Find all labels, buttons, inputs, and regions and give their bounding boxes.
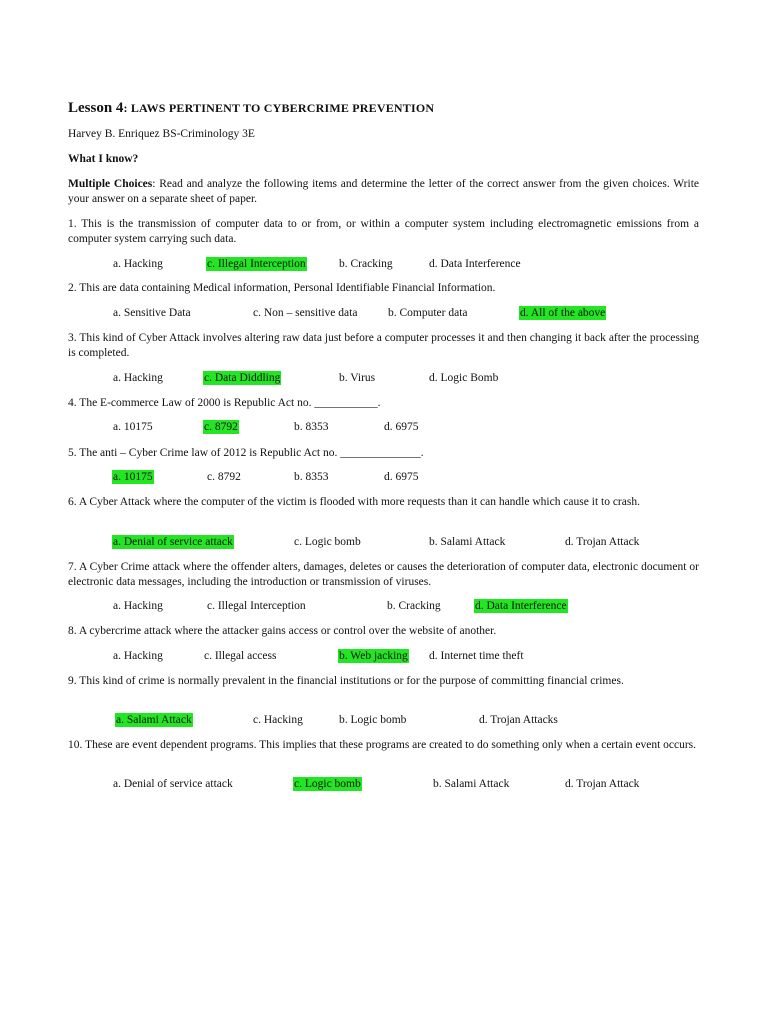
q10-option-c-answer: c. Logic bomb bbox=[294, 778, 361, 790]
q2-option-c: c. Non – sensitive data bbox=[253, 307, 358, 319]
question-7: 7. A Cyber Crime attack where the offender alters, damages, deletes or causes the deterioration of computer data, electronic document or electronic data messages, including the introduction or transmission of viruses. bbox=[68, 561, 699, 588]
q6-option-a-answer: a. Denial of service attack bbox=[113, 536, 233, 548]
q8-option-c: c. Illegal access bbox=[204, 650, 277, 662]
q7-option-c: c. Illegal Interception bbox=[207, 600, 306, 612]
q6-option-d: d. Trojan Attack bbox=[565, 536, 640, 548]
question-3: 3. This kind of Cyber Attack involves altering raw data just before a computer processes it and then changing it back after the processing is completed. bbox=[68, 332, 699, 359]
instructions bbox=[68, 177, 699, 207]
q2-option-d-answer: d. All of the above bbox=[520, 307, 606, 319]
q7-option-a: a. Hacking bbox=[113, 600, 163, 612]
lesson-title bbox=[68, 99, 434, 117]
question-9: 9. This kind of crime is normally prevalent in the financial institutions or for the purpose of committing financial crimes. bbox=[68, 675, 624, 687]
q1-option-c-answer: c. Illegal Interception bbox=[207, 258, 306, 270]
q6-option-b: b. Salami Attack bbox=[429, 536, 506, 548]
section-heading: What I know? bbox=[68, 153, 139, 165]
q9-option-d: d. Trojan Attacks bbox=[479, 714, 558, 726]
q7-option-d-answer: d. Data Interference bbox=[475, 600, 567, 612]
q8-option-d: d. Internet time theft bbox=[429, 650, 524, 662]
question-4: 4. The E-commerce Law of 2000 is Republic Act no. ___________. bbox=[68, 397, 381, 409]
q6-option-c: c. Logic bomb bbox=[294, 536, 361, 548]
q1-option-b: b. Cracking bbox=[339, 258, 393, 270]
q10-option-a: a. Denial of service attack bbox=[113, 778, 233, 790]
q4-option-b: b. 8353 bbox=[294, 421, 329, 433]
q10-option-b: b. Salami Attack bbox=[433, 778, 510, 790]
question-1: 1. This is the transmission of computer data to or from, or within a computer system including electromagnetic emissions from a computer system carrying such data. bbox=[68, 218, 699, 245]
q2-option-a: a. Sensitive Data bbox=[113, 307, 191, 319]
q4-option-a: a. 10175 bbox=[113, 421, 153, 433]
q5-option-c: c. 8792 bbox=[207, 471, 241, 483]
q5-option-a-answer: a. 10175 bbox=[113, 471, 153, 483]
question-10: 10. These are event dependent programs. This implies that these programs are created to do something only when a certain event occurs. bbox=[68, 739, 697, 751]
q2-option-b: b. Computer data bbox=[388, 307, 468, 319]
instructions-text: : Read and analyze the following items and determine the letter of the correct answer from the given choices. Write your answer on a separate sheet of paper. bbox=[68, 178, 699, 205]
q8-option-b-answer: b. Web jacking bbox=[339, 650, 408, 662]
question-6: 6. A Cyber Attack where the computer of the victim is flooded with more requests than it can handle which cause it to crash. bbox=[68, 496, 640, 508]
q7-option-b: b. Cracking bbox=[387, 600, 441, 612]
q3-option-a: a. Hacking bbox=[113, 372, 163, 384]
q1-option-a: a. Hacking bbox=[113, 258, 163, 270]
instructions-label: Multiple Choices bbox=[68, 178, 153, 190]
lesson-number: Lesson 4 bbox=[68, 100, 124, 116]
author-line: Harvey B. Enriquez BS-Criminology 3E bbox=[68, 128, 255, 140]
question-8: 8. A cybercrime attack where the attacker gains access or control over the website of another. bbox=[68, 625, 497, 637]
q4-option-c-answer: c. 8792 bbox=[204, 421, 238, 433]
question-5: 5. The anti – Cyber Crime law of 2012 is Republic Act no. ______________. bbox=[68, 447, 424, 459]
q3-option-b: b. Virus bbox=[339, 372, 376, 384]
q9-option-c: c. Hacking bbox=[253, 714, 303, 726]
q9-option-b: b. Logic bomb bbox=[339, 714, 407, 726]
q1-option-d: d. Data Interference bbox=[429, 258, 521, 270]
q3-option-d: d. Logic Bomb bbox=[429, 372, 499, 384]
q3-option-c-answer: c. Data Diddling bbox=[204, 372, 281, 384]
q8-option-a: a. Hacking bbox=[113, 650, 163, 662]
q4-option-d: d. 6975 bbox=[384, 421, 419, 433]
question-2: 2. This are data containing Medical information, Personal Identifiable Financial Information. bbox=[68, 282, 496, 294]
q5-option-d: d. 6975 bbox=[384, 471, 419, 483]
q10-option-d: d. Trojan Attack bbox=[565, 778, 640, 790]
q9-option-a-answer: a. Salami Attack bbox=[116, 714, 192, 726]
q5-option-b: b. 8353 bbox=[294, 471, 329, 483]
lesson-topic: : LAWS PERTINENT TO CYBERCRIME PREVENTION bbox=[123, 101, 435, 115]
